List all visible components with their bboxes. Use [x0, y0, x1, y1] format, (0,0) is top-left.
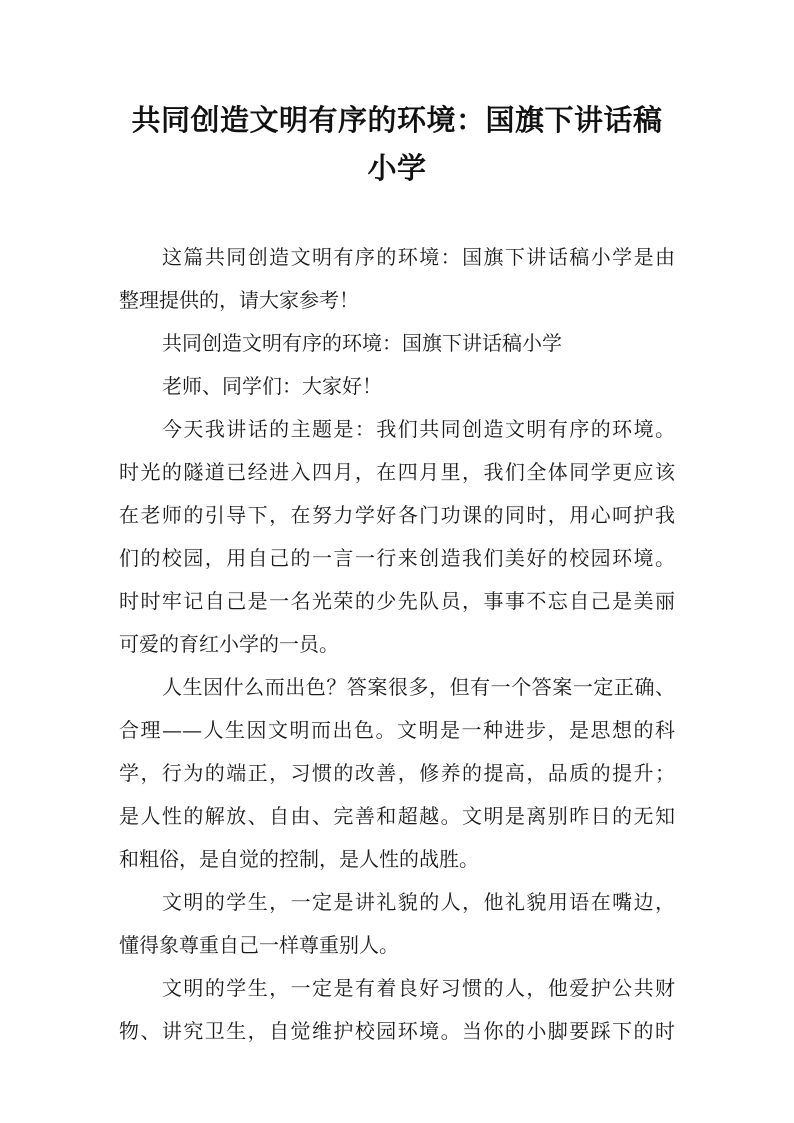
document-title: [110, 96, 684, 192]
text-line: 文明的学生，一定是讲礼貌的人，他礼貌用语在嘴边，: [162, 890, 675, 914]
text-line: 这篇共同创造文明有序的环境：国旗下讲话稿小学是由: [162, 245, 675, 269]
text-line: 可爱的育红小学的一员。: [119, 632, 339, 656]
title-line-1: 共同创造文明有序的环境：国旗下讲话稿: [131, 103, 663, 137]
text-line: 们的校园，用自己的一言一行来创造我们美好的校园环境。: [119, 546, 675, 570]
text-line: 整理提供的，请大家参考！: [119, 288, 359, 312]
text-line: 时光的隧道已经进入四月，在四月里，我们全体同学更应该: [119, 460, 675, 484]
text-line: 时时牢记自己是一名光荣的少先队员，事事不忘自己是美丽: [119, 589, 675, 613]
text-line: 是人性的解放、自由、完善和超越。文明是离别昨日的无知: [119, 804, 675, 828]
document-body: [119, 236, 675, 1053]
text-line: 老师、同学们：大家好！: [162, 374, 382, 398]
text-line: 共同创造文明有序的环境：国旗下讲话稿小学: [162, 331, 562, 355]
text-line: 文明的学生，一定是有着良好习惯的人，他爱护公共财: [162, 976, 675, 1000]
text-line: 合理——人生因文明而出色。文明是一种进步，是思想的科: [119, 718, 675, 742]
text-line: 物、讲究卫生，自觉维护校园环境。当你的小脚要踩下的时: [119, 1019, 675, 1043]
text-line: 懂得象尊重自己一样尊重别人。: [119, 933, 399, 957]
text-line: 学，行为的端正，习惯的改善，修养的提高，品质的提升；: [119, 761, 675, 785]
text-line: 和粗俗，是自觉的控制，是人性的战胜。: [119, 847, 479, 871]
text-line: 人生因什么而出色？答案很多，但有一个答案一定正确、: [162, 675, 675, 699]
title-line-2: 小学: [367, 151, 427, 185]
text-line: 在老师的引导下，在努力学好各门功课的同时，用心呵护我: [119, 503, 675, 527]
text-line: 今天我讲话的主题是：我们共同创造文明有序的环境。: [162, 417, 675, 441]
